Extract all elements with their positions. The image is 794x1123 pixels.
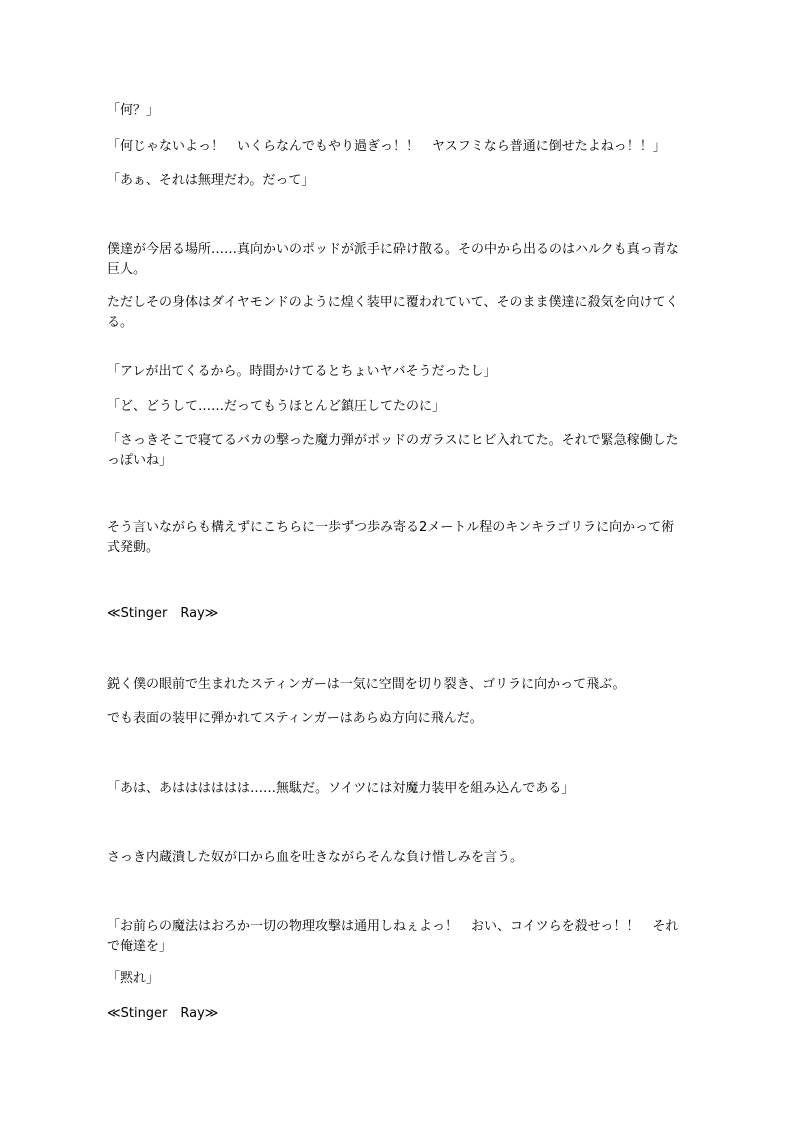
paragraph-3: 「あぁ、それは無理だわ。だって」 (107, 173, 315, 188)
paragraph-13: 「あは、あはははははは……無駄だ。ソイツには対魔力装甲を組み込んである」 (107, 781, 575, 796)
paragraph-16: 「黙れ」 (107, 971, 160, 986)
paragraph-7: 「ど、どうして……だってもうほとんど鎮圧してたのに」 (107, 399, 446, 414)
paragraph-5: ただしその身体はダイヤモンドのように煌く装甲に覆われていて、そのまま僕達に殺気を向けてくる。 (107, 295, 679, 330)
paragraph-8: 「さっきそこで寝てるバカの撃った魔力弾がポッドのガラスにヒビ入れてた。それで緊急稼働したっぽいね」 (107, 433, 679, 468)
paragraph-6: 「アレが出てくるから。時間かけてるとちょいヤバそうだったし」 (107, 364, 497, 379)
paragraph-10: ≪Stinger Ray≫ (107, 606, 219, 621)
paragraph-17: ≪Stinger Ray≫ (107, 1006, 219, 1021)
paragraph-12: でも表面の装甲に弾かれてスティンガーはあらぬ方向に飛んだ。 (107, 711, 483, 726)
paragraph-14: さっき内蔵潰した奴が口から血を吐きながらそんな負け惜しみを言う。 (107, 850, 524, 865)
paragraph-11: 鋭く僕の眼前で生まれたスティンガーは一気に空間を切り裂き、ゴリラに向かって飛ぶ。 (107, 677, 626, 692)
paragraph-15: 「お前らの魔法はおろか一切の物理攻撃は通用しねぇよっ！ おい、コイツらを殺せっ！！ それで俺達を」 (107, 919, 679, 954)
paragraph-9: そう言いながらも構えずにこちらに一歩ずつ歩み寄る2メートル程のキンキラゴリラに向かって術式発動。 (107, 520, 675, 555)
paragraph-4: 僕達が今居る場所……真向かいのポッドが派手に砕け散る。その中から出るのはハルクも真っ青な巨人。 (107, 242, 679, 277)
paragraph-1: 「何？」 (107, 103, 160, 118)
paragraph-2: 「何じゃないよっ！ いくらなんでもやり過ぎっ！！ ヤスフミなら普通に倒せたよねっ！！」 (107, 139, 666, 154)
